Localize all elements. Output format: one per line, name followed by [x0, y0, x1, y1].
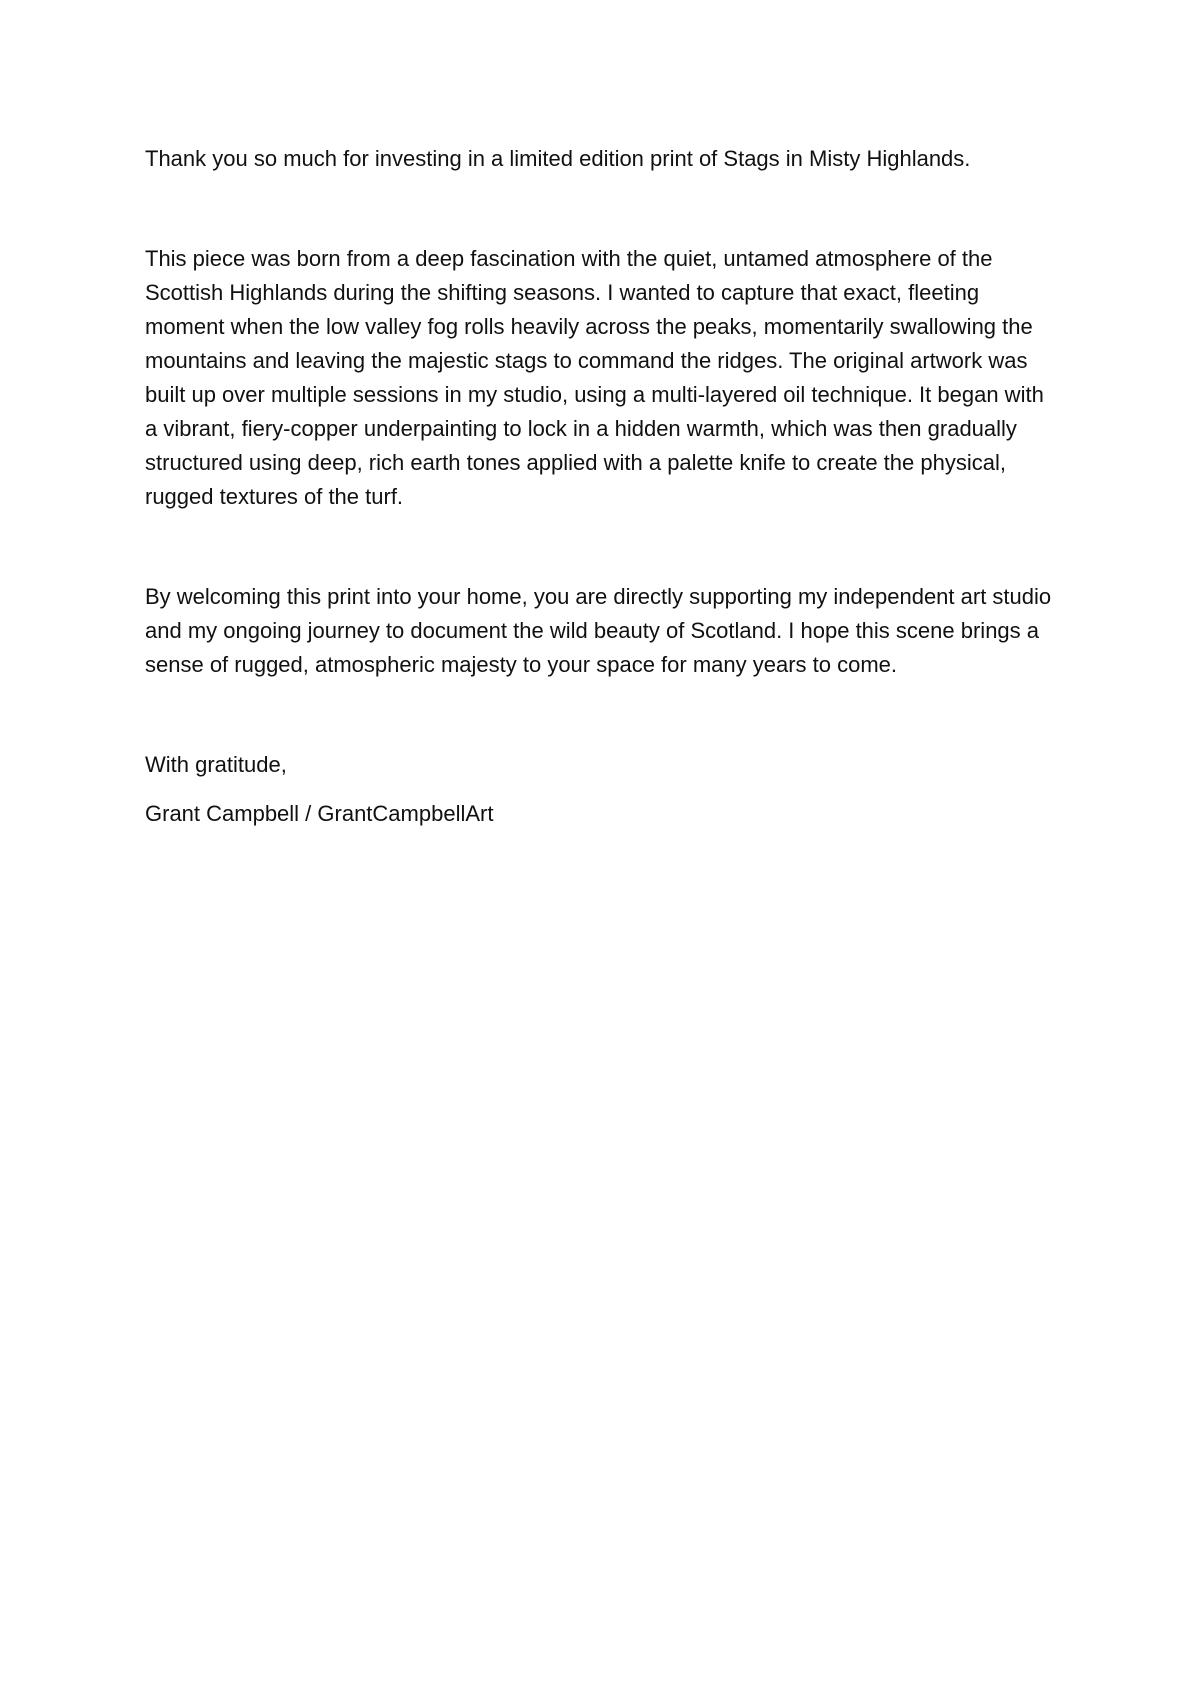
signature-line: Grant Campbell / GrantCampbellArt	[145, 801, 494, 826]
paragraph-artwork-description: This piece was born from a deep fascination with the quiet, untamed atmosphere of the Scottish Highlands during the shifting seasons. I wanted to capture that exact, fleeting moment when the low valley fog rolls heavily across the peaks, momentarily swallowing the mountains and leaving the majestic stags to command the ridges. The original artwork was built up over multiple sessions in my studio, using a multi-layered oil technique. It began with a vibrant, fiery-copper underpainting to lock in a hidden warmth, which was then gradually structured using deep, rich earth tones applied with a palette knife to create the physical, rugged textures of the turf.	[145, 246, 1044, 509]
intro-line: Thank you so much for investing in a limited edition print of Stags in Misty Highlands.	[145, 146, 971, 171]
paragraph-support-thanks: By welcoming this print into your home, you are directly supporting my independent art studio and my ongoing journey to document the wild beauty of Scotland. I hope this scene brings a sense of rugged, atmospheric majesty to your space for many years to come.	[145, 584, 1052, 677]
letter-body	[145, 142, 1055, 831]
closing-line: With gratitude,	[145, 752, 287, 777]
